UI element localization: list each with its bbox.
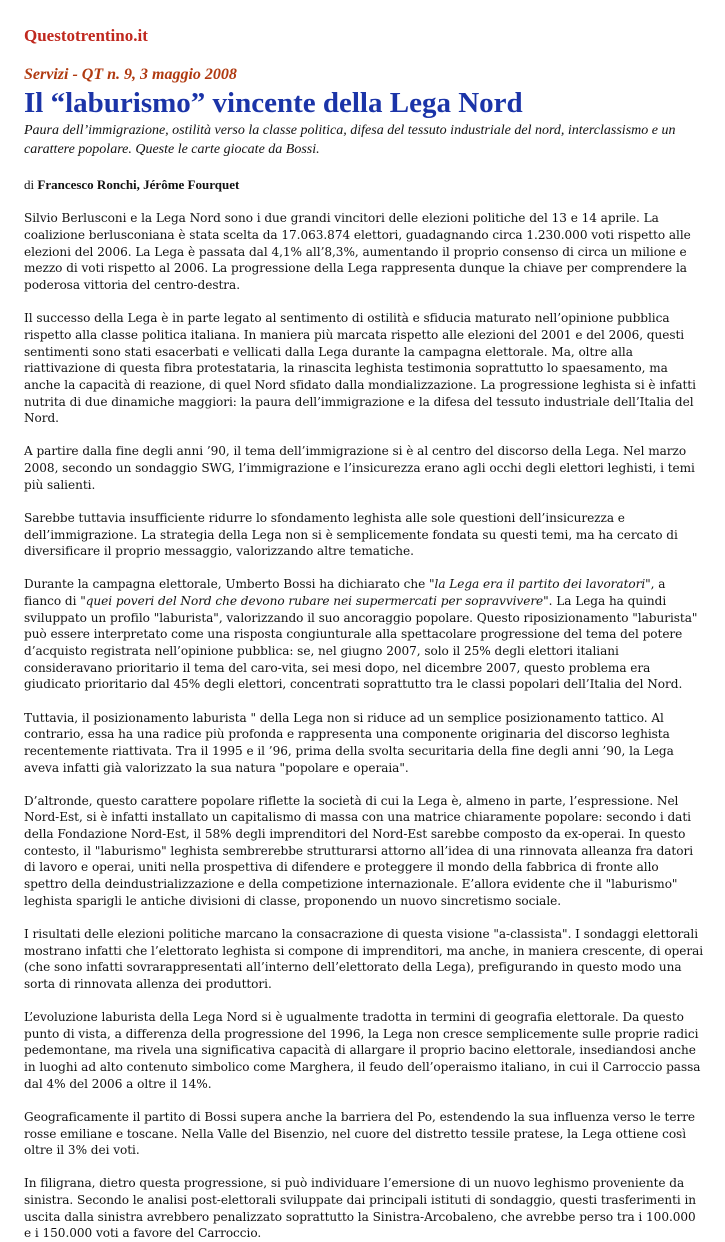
site-logo-link[interactable]: Questotrentino.it — [24, 26, 148, 45]
byline — [24, 177, 705, 193]
paragraph-11: In filigrana, dietro questa progressione, si può individuare l’emersione di un nuovo leghismo proveniente da sinistra. Secondo le analisi post-elettorali sviluppate dai principali istituti di sondaggio, questi trasferimenti in uscita dalla sinistra avrebbero penalizzato soprattutto la Sinistra-Arcobaleno, che avrebbe perso tra i 100.000 e i 150.000 voti a favore del Carroccio. — [24, 1176, 697, 1241]
byline-prefix: di — [24, 177, 35, 193]
paragraph-5-part-b: ", a fianco di " — [24, 577, 666, 608]
byline-authors: Francesco Ronchi, Jérôme Fourquet — [37, 177, 240, 193]
article-title: Il “laburismo” vincente della Lega Nord — [24, 87, 523, 119]
paragraph-4: Sarebbe tuttavia insufficiente ridurre lo sfondamento leghista alle sole questioni dell’insicurezza e dell’immigrazione. La strategia della Lega non si è semplicemente fondata su questi temi, ma ha cercato di diversificare il proprio messaggio, valorizzando altre tematiche. — [24, 510, 678, 559]
quote-poveri-del-nord: quei poveri del Nord che devono rubare nei supermercati per sopravvivere — [85, 594, 544, 608]
paragraph-6: Tuttavia, il posizionamento laburista " della Lega non si riduce ad un semplice posizionamento tattico. Al contrario, essa ha una radice più profonda e rappresenta una componente originaria del discorso leghista recentemente riattivata. Tra il 1995 e il ’96, prima della svolta securitaria della fine degli anni ’90, la Lega aveva infatti già valorizzato la sua natura "popolare e operaia". — [24, 710, 674, 775]
paragraph-3: A partire dalla fine degli anni ’90, il tema dell’immigrazione si è al centro del discorso della Lega. Nel marzo 2008, secondo un sondaggio SWG, l’immigrazione e l’insicurezza erano agli occhi degli elettori leghisti, i temi più salienti. — [24, 444, 695, 492]
paragraph-1: Silvio Berlusconi e la Lega Nord sono i due grandi vincitori delle elezioni politiche del 13 e 14 aprile. La coalizione berlusconiana è stata scelta da 17.063.874 elettori, guadagnando circa 1.230.000 voti rispetto alle elezioni del 2006. La Lega è passata dal 4,1% all’8,3%, aumentando il proprio consenso di circa un milione e mezzo di voti rispetto al 2006. La progressione della Lega rappresenta dunque la chiave per comprendere la poderosa vittoria del centro-destra. — [24, 211, 691, 293]
paragraph-2: Il successo della Lega è in parte legato al sentimento di ostilità e sfiducia maturato nell’opinione pubblica rispetto alla classe politica italiana. In maniera più marcata rispetto alle elezioni del 2001 e del 2006, questi sentimenti sono stati esacerbati e vellicati dalla Lega durante la campagna elettorale. Ma, oltre alla riattivazione di questa fibra protestataria, la rinascita leghista testimonia soprattutto lo spaesamento, ma anche la capacità di reazione, di quel Nord sfidato dalla mondializzazione. La progressione leghista si è infatti nutrita di due dinamiche maggiori: la paura dell’immigrazione e la difesa del tessuto industriale dell’Italia del Nord. — [24, 311, 696, 426]
paragraph-8: I risultati delle elezioni politiche marcano la consacrazione di questa visione "a-classista". I sondaggi elettorali mostrano infatti che l’elettorato leghista si compone di imprenditori, ma anche, in maniera crescente, di operai (che sono infatti sovrarappresentati all’interno dell’elettorato della Lega), prefigurando in questo modo una sorta di rinnovata allenza dei produttori. — [24, 926, 704, 991]
article-kicker: Servizi - QT n. 9, 3 maggio 2008 — [24, 66, 237, 83]
paragraph-5 — [24, 576, 705, 693]
paragraph-7: D’altronde, questo carattere popolare riflette la società di cui la Lega è, almeno in parte, l’espressione. Nel Nord-Est, si è infatti installato un capitalismo di massa con una matrice chiaramente popolare: secondo i dati della Fondazione Nord-Est, il 58% degli imprenditori del Nord-Est sarebbe composto da ex-operai. In questo contesto, il "laburismo" leghista sembrerebbe strutturarsi attorno all’idea di una rinnovata alleanza fra datori di lavoro e operai, uniti nella prospettiva di difendere e proteggere il mondo della fabbrica di fronte allo spettro della deindustrializzazione e della competizione internazionale. E’allora evidente che il "laburismo" leghista sparigli le antiche divisioni di classe, proponendo un nuovo sincretismo sociale. — [24, 793, 694, 908]
quote-lavoratori: la Lega era il partito dei lavoratori — [434, 577, 646, 592]
article-lead: Paura dell’immigrazione, ostilità verso la classe politica, difesa del tessuto industriale del nord, interclassismo e un carattere popolare. Queste le carte giocate da Bossi. — [24, 123, 676, 157]
paragraph-10: Geograficamente il partito di Bossi supera anche la barriera del Po, estendendo la sua influenza verso le terre rosse emiliane e toscane. Nella Valle del Bisenzio, nel cuore del distretto tessile pratese, la Lega ottiene così oltre il 3% dei voti. — [24, 1109, 696, 1158]
paragraph-9: L’evoluzione laburista della Lega Nord si è ugualmente tradotta in termini di geografia elettorale. Da questo punto di vista, a differenza della progressione del 1996, la Lega non cresce semplicemente sulle proprie radici pedemontane, ma rivela una significativa capacità di allargare il proprio bacino elettorale, insediandosi anche in luoghi ad alto contenuto simbolico come Marghera, il feudo dell’operaismo italiano, in cui il Carroccio passa dal 4% del 2006 a oltre il 14%. — [24, 1010, 701, 1091]
paragraph-5-part-a: Durante la campagna elettorale, Umberto Bossi ha dichiarato che " — [24, 577, 435, 592]
paragraph-5-part-c: ". La Lega ha quindi sviluppato un profilo "laburista", valorizzando il suo ancoraggio popolare. Questo riposizionamento "laburista" può essere interpretato come una risposta congiunturale alla spettacolare progressione del tema del potere d’acquisto registrata nell’opinione pubblica: se, nel giugno 2007, solo il 25% degli elettori italiani consideravano prioritario il tema del caro-vita, sei mesi dopo, nel dicembre 2007, questo problema era giudicato prioritario dal 45% degli elettori, concentrati soprattutto tra le classi popolari dell’Italia del Nord. — [24, 594, 698, 692]
